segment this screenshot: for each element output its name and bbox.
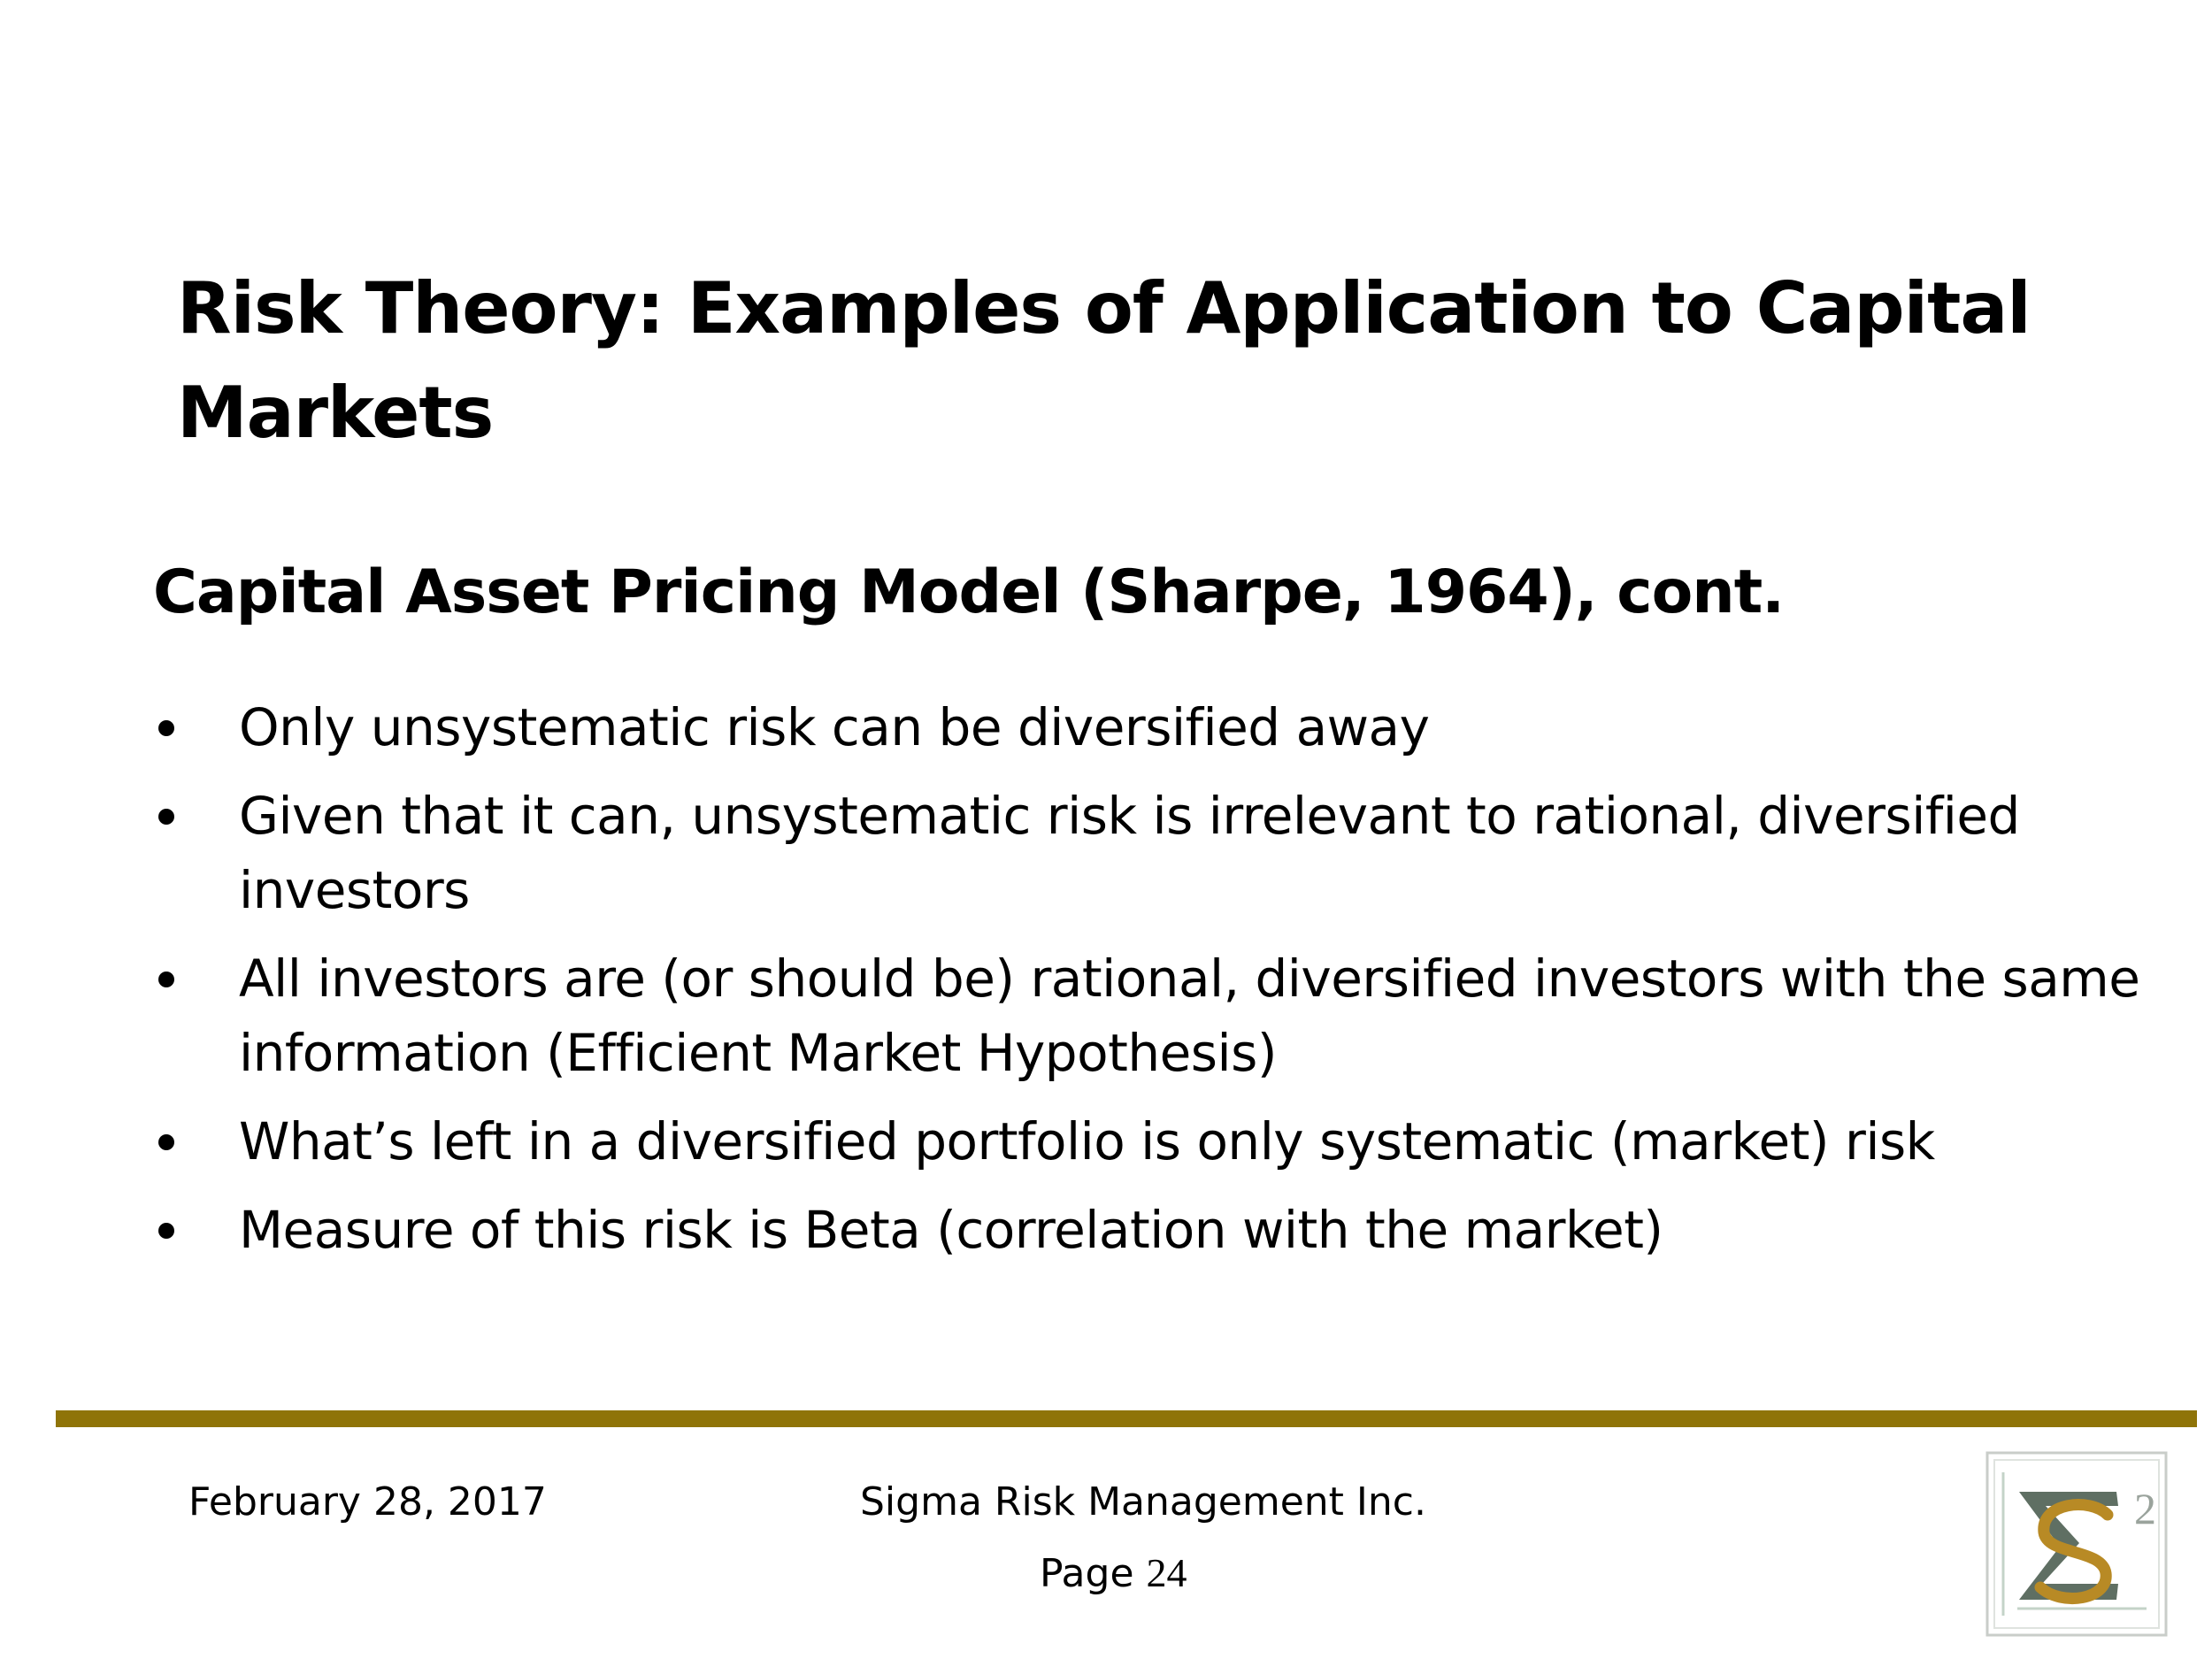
- bullet-icon: [158, 1223, 174, 1239]
- bullet-text: Only unsystematic risk can be diversified away: [239, 697, 1430, 757]
- list-item: [153, 690, 2144, 764]
- bullet-text: All investors are (or should be) rational, diversified investors with the same information (Efficient Market Hypothesis): [239, 949, 2140, 1083]
- footer-company: Sigma Risk Management Inc.: [860, 1479, 1426, 1525]
- bullet-text: Given that it can, unsystematic risk is irrelevant to rational, diversified investors: [239, 786, 2020, 920]
- svg-text:2: 2: [2134, 1484, 2156, 1533]
- list-item: [153, 1193, 2144, 1267]
- slide-subtitle: Capital Asset Pricing Model (Sharpe, 1964), cont.: [153, 557, 1785, 627]
- list-item: [153, 1104, 2144, 1179]
- footer-divider: [56, 1410, 2197, 1427]
- bullet-text: What’s left in a diversified portfolio is only systematic (market) risk: [239, 1111, 1935, 1171]
- bullet-icon: [158, 1134, 174, 1150]
- footer-date: February 28, 2017: [188, 1479, 547, 1525]
- bullet-icon: [158, 809, 174, 825]
- list-item: [153, 941, 2144, 1090]
- bullet-list: [153, 690, 2144, 1281]
- slide-title: Risk Theory: Examples of Application to Capital Markets: [177, 267, 2031, 454]
- bullet-icon: [158, 720, 174, 736]
- footer-page: [1040, 1548, 1187, 1599]
- bullet-text: Measure of this risk is Beta (correlation with the market): [239, 1200, 1663, 1260]
- page-number: 24: [1146, 1550, 1187, 1595]
- bullet-icon: [158, 972, 174, 987]
- page-label: Page: [1040, 1551, 1134, 1596]
- list-item: [153, 779, 2144, 927]
- sigma-squared-logo-icon: [1985, 1451, 2168, 1637]
